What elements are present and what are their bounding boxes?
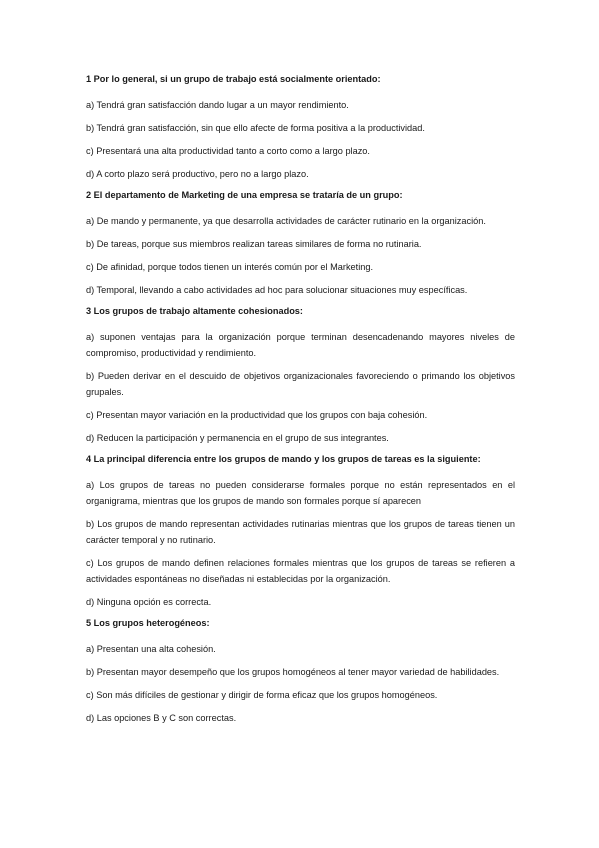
question-2-option-c: c) De afinidad, porque todos tienen un interés común por el Marketing.	[86, 262, 374, 272]
question-4-option-d: d) Ninguna opción es correcta.	[86, 597, 212, 607]
question-3-option-b: b) Pueden derivar en el descuido de objetivos organizacionales favoreciendo o primando los objetivos grupales.	[86, 371, 515, 397]
quiz-content	[86, 73, 515, 733]
question-2	[86, 189, 515, 298]
question-2-option-d: d) Temporal, llevando a cabo actividades ad hoc para solucionar situaciones muy específicas.	[86, 285, 468, 295]
question-4-option-c: c) Los grupos de mando definen relaciones formales mientras que los grupos de tareas se refieren a actividades espontáneas no diseñadas ni establecidas por la organización.	[86, 558, 515, 584]
question-5-title: 5 Los grupos heterogéneos:	[86, 618, 210, 628]
question-4-option-b: b) Los grupos de mando representan actividades rutinarias mientras que los grupos de tareas tienen un carácter temporal y no rutinario.	[86, 519, 515, 545]
question-3	[86, 305, 515, 446]
question-5	[86, 617, 515, 726]
question-3-title: 3 Los grupos de trabajo altamente cohesionados:	[86, 306, 303, 316]
question-5-option-b: b) Presentan mayor desempeño que los grupos homogéneos al tener mayor variedad de habilidades.	[86, 667, 500, 677]
question-2-title: 2 El departamento de Marketing de una empresa se trataría de un grupo:	[86, 190, 403, 200]
question-3-option-d: d) Reducen la participación y permanencia en el grupo de sus integrantes.	[86, 433, 389, 443]
question-2-option-a: a) De mando y permanente, ya que desarrolla actividades de carácter rutinario en la organización.	[86, 216, 486, 226]
question-1-option-b: b) Tendrá gran satisfacción, sin que ello afecte de forma positiva a la productividad.	[86, 123, 425, 133]
question-5-option-a: a) Presentan una alta cohesión.	[86, 644, 216, 654]
question-5-option-c: c) Son más difíciles de gestionar y dirigir de forma eficaz que los grupos homogéneos.	[86, 690, 438, 700]
question-3-option-c: c) Presentan mayor variación en la productividad que los grupos con baja cohesión.	[86, 410, 428, 420]
question-4	[86, 453, 515, 610]
question-4-title: 4 La principal diferencia entre los grupos de mando y los grupos de tareas es la siguiente:	[86, 454, 481, 464]
question-1-option-d: d) A corto plazo será productivo, pero no a largo plazo.	[86, 169, 309, 179]
question-2-option-b: b) De tareas, porque sus miembros realizan tareas similares de forma no rutinaria.	[86, 239, 422, 249]
question-4-option-a: a) Los grupos de tareas no pueden considerarse formales porque no están representados en el organigrama, mientras que los grupos de mando son formales porque sí aparecen	[86, 480, 515, 506]
question-1-option-c: c) Presentará una alta productividad tanto a corto como a largo plazo.	[86, 146, 370, 156]
question-5-option-d: d) Las opciones B y C son correctas.	[86, 713, 237, 723]
question-3-option-a: a) suponen ventajas para la organización porque terminan desencadenando mayores niveles de compromiso, productividad y rendimiento.	[86, 332, 515, 358]
question-1-option-a: a) Tendrá gran satisfacción dando lugar a un mayor rendimiento.	[86, 100, 349, 110]
question-1	[86, 73, 515, 182]
question-1-title: 1 Por lo general, si un grupo de trabajo está socialmente orientado:	[86, 74, 381, 84]
